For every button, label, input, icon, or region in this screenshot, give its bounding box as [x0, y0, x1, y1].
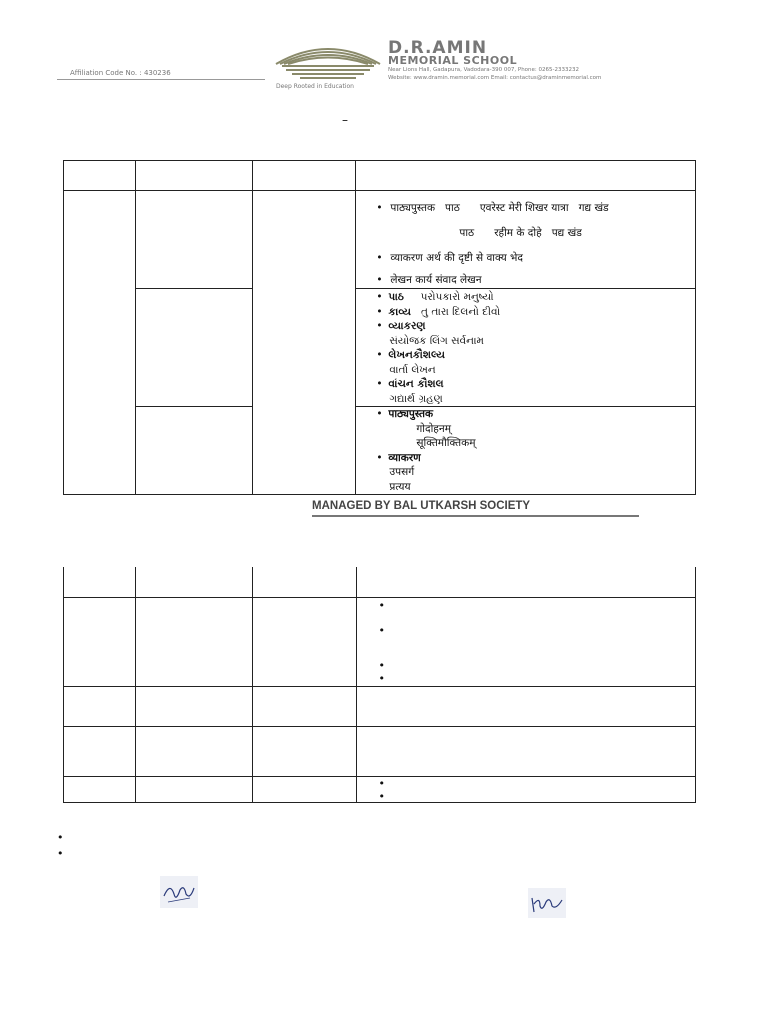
sanskrit-textbook-label: पाठ्यपुस्तक	[388, 408, 434, 420]
gujarati-poem-title: તુ તારા દિલનો દીવો	[421, 305, 501, 318]
signature-left	[160, 876, 198, 908]
school-name: D.R.AMIN	[388, 38, 488, 58]
gujarati-lesson-label: પાઠ	[388, 291, 404, 303]
gujarati-reading-topic: ગદ્યાર્થ ગ્રહણ	[389, 392, 443, 405]
sanskrit-lesson-2: सूक्तिमौक्तिकम्	[416, 437, 476, 449]
hindi-poetry-section: पद्य खंड	[551, 227, 582, 239]
school-subtitle: MEMORIAL SCHOOL	[388, 54, 518, 67]
title-dash: –	[342, 113, 348, 127]
gujarati-grammar-label: વ્યાકરણ	[388, 320, 426, 332]
hindi-lesson-title: एवरेस्ट मेरी शिखर यात्रा	[479, 202, 569, 214]
school-contact: Website: www.dramin.memorial.com Email: contactus@draminmemorial.com	[388, 75, 602, 81]
table-row	[64, 776, 696, 802]
list-bullet: •	[378, 789, 385, 803]
table-row	[64, 726, 696, 776]
hindi-lesson-2-title: रहीम के दोहे	[494, 227, 542, 239]
hindi-writing: लेखन कार्य संवाद लेखन	[390, 274, 482, 286]
footer-underline	[312, 515, 639, 517]
list-bullet: •	[378, 776, 385, 790]
table-row	[64, 289, 696, 407]
school-address: Near Lions Hall, Gadapura, Vadodara-390 007, Phone: 0265-2333232	[388, 67, 579, 73]
table-row	[64, 191, 696, 289]
sanskrit-grammar-topic-1: उपसर्ग	[389, 466, 415, 478]
sanskrit-grammar-label: व्याकरण	[388, 451, 421, 464]
table-row	[64, 597, 696, 686]
list-bullet: •	[378, 671, 385, 685]
list-bullet: •	[57, 847, 64, 860]
managed-by-footer: MANAGED BY BAL UTKARSH SOCIETY	[312, 500, 531, 512]
gujarati-grammar-topics: સંયોજક લિંગ સર્વનામ	[389, 334, 484, 347]
hindi-content	[356, 191, 695, 288]
list-bullet: •	[378, 598, 385, 612]
gujarati-poem-label: કાવ્ય	[388, 305, 411, 318]
syllabus-table-2	[63, 567, 696, 803]
sanskrit-grammar-topic-2: प्रत्यय	[389, 480, 411, 493]
sanskrit-lesson-1: गोदोहनम्	[416, 422, 451, 435]
hindi-lesson-2: पाठ	[459, 227, 475, 239]
table-row	[64, 686, 696, 726]
hindi-prose-section: गद्य खंड	[578, 202, 609, 214]
table-row	[64, 407, 696, 495]
gujarati-content	[356, 289, 695, 406]
gujarati-reading-label: વાંચન કૌશલ	[388, 378, 444, 390]
gujarati-writing-topic: વાર્તા લેખન	[389, 363, 436, 376]
table-header-row	[64, 161, 696, 191]
gujarati-lesson-title: પરોપકારો મનુષ્યો	[420, 291, 494, 303]
hindi-grammar: व्याकरण अर्थ की दृष्टी से वाक्य भेद	[390, 252, 524, 264]
school-tagline: Deep Rooted in Education	[276, 83, 354, 90]
list-bullet: •	[378, 623, 385, 637]
hindi-textbook: पाठ्यपुस्तक	[390, 202, 436, 214]
list-bullet: •	[378, 658, 385, 672]
list-bullet: •	[57, 831, 64, 844]
sanskrit-content	[356, 407, 695, 494]
hindi-lesson: पाठ	[445, 202, 460, 214]
gujarati-writing-label: લેખનકૌશલ્ય	[388, 349, 446, 361]
signature-right	[528, 888, 566, 918]
school-logo	[272, 40, 384, 80]
table-header-row	[64, 567, 696, 597]
syllabus-table-1	[63, 160, 696, 495]
affiliation-code: Affiliation Code No. : 430236	[70, 69, 171, 77]
header-divider	[57, 79, 265, 80]
